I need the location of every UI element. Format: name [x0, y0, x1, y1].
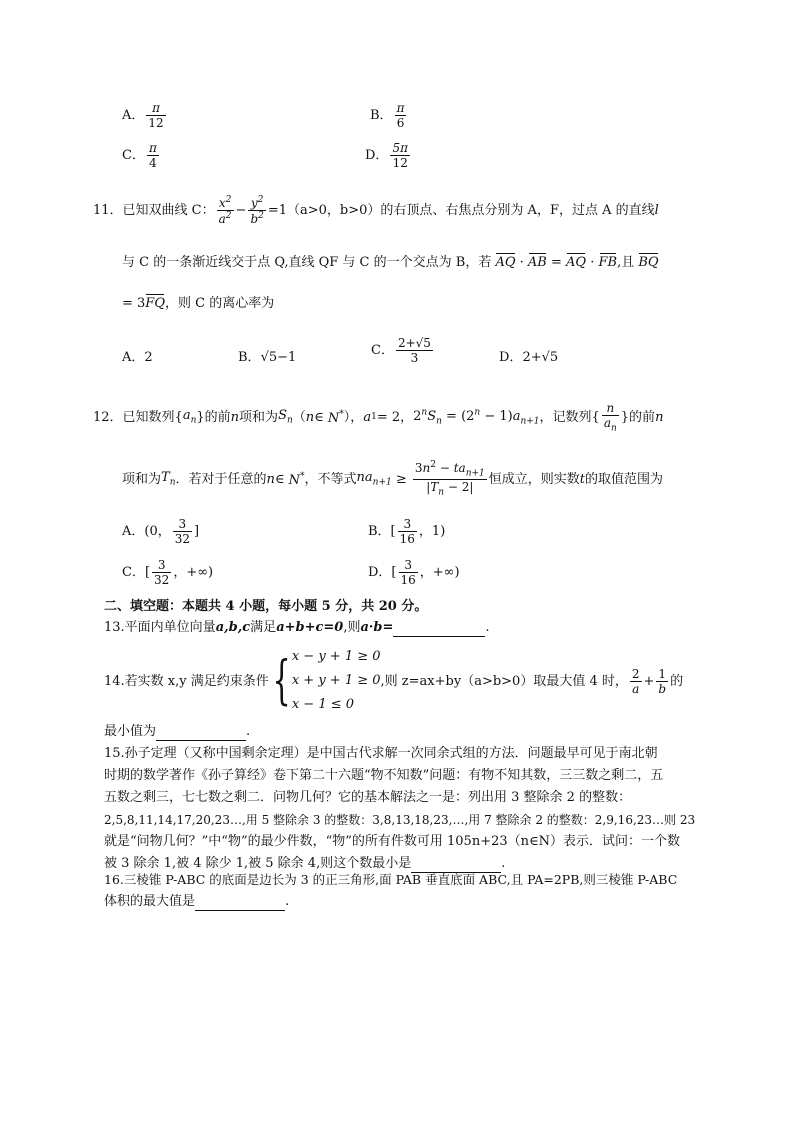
q11-option-a: A．2: [122, 350, 153, 365]
q12-option-a: A．(0， $\frac{3}{32}$ ]: [122, 517, 200, 546]
constraint-system: x − y + 1 ≥ 0 x + y + 1 ≥ 0 x − 1 ≤ 0: [291, 649, 381, 712]
q10-option-a: [122, 102, 168, 129]
q14-line1: 14.若实数 x,y 满足约束条件 { x − y + 1 ≥ 0 x + y + 1 ≥ 0 x − 1 ≤ 0 ,则 z=ax+by（a>b>0）取最大值 4 时， $\frac{2}{a}$ + $\frac{1}{b}$ 的: [104, 645, 683, 717]
fraction: $\frac{3}{32}$: [174, 517, 191, 546]
q11-line2: 与 C 的一条渐近线交于点 Q,直线 QF 与 C 的一个交点为 B，若 AQ · AB = AQ · FB,且 BQ: [122, 255, 659, 270]
q11-option-c: C． $\frac{2+√5}{3}$: [371, 336, 431, 365]
q11-line1: 11．已知双曲线 C： $\frac{x^2}{a^2}$ − $\frac{y^2}{b^2}$ =1（a>0，b>0）的右顶点、右焦点分别为 A，F，过点 A 的直线l: [93, 195, 659, 226]
fraction-1-b: $\frac{1}{b}$: [658, 666, 667, 696]
answer-blank: [156, 728, 246, 741]
section-heading: 二、填空题：本题共 4 小题，每小题 5 分，共 20 分。: [104, 599, 428, 614]
q12-option-c: C．[ $\frac{3}{32}$ ，+∞): [122, 558, 214, 587]
fraction-2-a: $\frac{2}{a}$: [631, 666, 640, 696]
fraction-x2-a2: $\frac{x^2}{a^2}$: [218, 195, 232, 226]
brace-icon: {: [272, 651, 291, 711]
option-label: C．: [122, 148, 145, 163]
fraction: $\frac{\pi}{12}$: [148, 101, 164, 130]
q12-option-b: B．[ $\frac{3}{16}$ ，1): [368, 517, 446, 546]
q11-option-d: D．2+√5: [499, 350, 559, 365]
q13: 13.平面内单位向量a,b,c满足a+b+c=0,则a·b= .: [104, 620, 490, 635]
q12-line2: 项和为$T_n$．若对于任意的n∈ N*，不等式$na_{n+1}$ ≥ $\frac{3n^2 - ta_{n+1}}{|T_n - 2|}$ 恒成立，则实数t的取值范围为: [122, 460, 664, 498]
option-label: B．: [370, 108, 393, 123]
fraction-inequality: $\frac{3n^2 - ta_{n+1}}{|T_n - 2|}$: [414, 460, 485, 498]
q10-option-d: [365, 142, 412, 169]
fraction-y2-b2: $\frac{y^2}{b^2}$: [250, 195, 264, 226]
fraction: $\frac{3}{32}$: [154, 558, 170, 587]
question-number: 12．: [93, 410, 123, 426]
answer-blank: [393, 624, 485, 637]
q15-line5: 就是“问物几何？”中“物”的最少件数，“物”的所有件数可用 105n+23（n∈N）表示．试问：一个数: [104, 834, 680, 849]
q11-option-b: B．√5−1: [238, 350, 297, 365]
q15-line4: 2,5,8,11,14,17,20,23…,用 5 整除余 3 的整数：3,8,13,18,23,…,用 7 整除余 2 的整数：2,9,16,23…则 23: [104, 813, 696, 827]
fraction: $\frac{3}{16}$: [399, 517, 415, 546]
q15-line1: 15.孙子定理（又称中国剩余定理）是中国古代求解一次同余式组的方法．问题最早可见于南北朝: [104, 746, 658, 761]
q10-option-c: [122, 142, 161, 169]
fraction: $\frac{\pi}{6}$: [396, 101, 405, 130]
q11-line3: = 3FQ，则 C 的离心率为: [122, 296, 275, 311]
q15-line3: 五数之剩三，七七数之剩二．问物几何？它的基本解法之一是：列出用 3 整除余 2 的整数：: [104, 790, 632, 805]
fraction: $\frac{5\pi}{12}$: [392, 141, 408, 170]
fraction: $\frac{2+√5}{3}$: [397, 336, 431, 365]
q16-line2: 体积的最大值是 .: [104, 894, 290, 909]
q10-option-b: [370, 102, 408, 129]
option-label: D．: [365, 148, 389, 163]
q12-option-d: D．[ $\frac{3}{16}$ ，+∞): [368, 558, 460, 587]
answer-blank: [195, 898, 285, 911]
q15-line2: 时期的数学著作《孙子算经》卷下第二十六题“物不知数”问题：有物不知其数，三三数之剩二，五: [104, 768, 664, 783]
question-number: 11．: [93, 203, 123, 218]
fraction: $\frac{3}{16}$: [400, 558, 416, 587]
fraction-n-an: $\frac{n}{a_n}$: [603, 401, 617, 434]
q16-line1: 16.三棱锥 P-ABC 的底面是边长为 3 的正三角形,面 PAB 垂直底面 ABC,且 PA=2PB,则三棱锥 P-ABC: [104, 872, 678, 887]
option-label: A．: [122, 108, 145, 123]
fraction: $\frac{\pi}{4}$: [148, 141, 157, 170]
q14-line2: 最小值为 .: [104, 724, 251, 739]
q12-line1: 12．已知数列$\{a_n\}$的前n项和为$S_n(n\in$ N*），a1= 2，$2^nS_n = (2^n - 1)a_{n+1}$，记数列{ $\frac{n}{a_n}$ }的前n: [93, 401, 664, 434]
q15-line6: 被 3 除余 1,被 4 除少 1,被 5 除余 4,则这个数最小是 .: [104, 856, 506, 871]
